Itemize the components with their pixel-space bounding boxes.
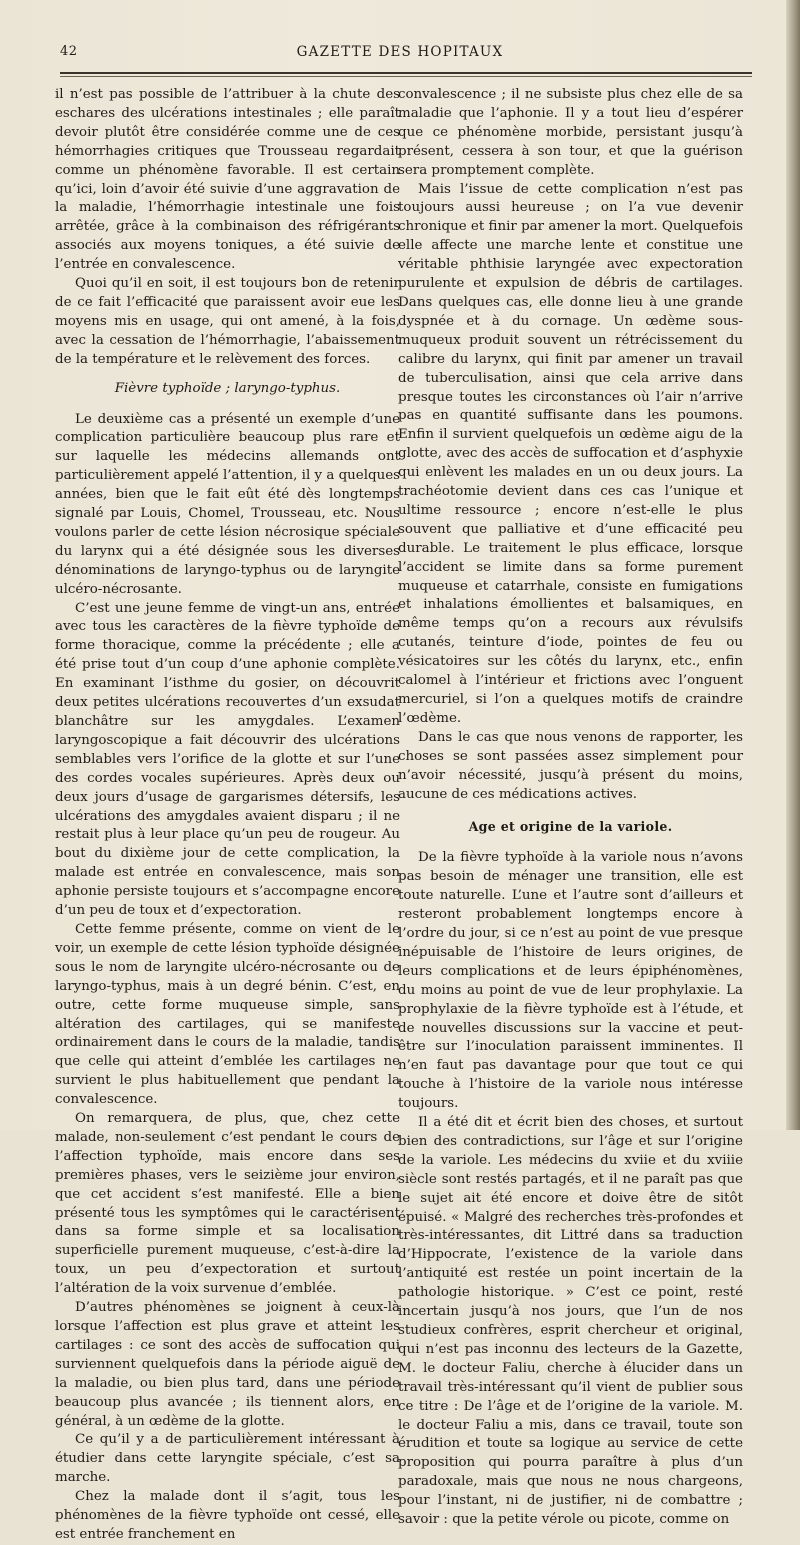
right-column: [398, 86, 743, 1530]
paragraph: On remarquera, de plus, que, chez cette malade, non-seulement c’est pendant le cours de l’affection typhoïde, mais encore dans ses premières phases, vers le seizième jour environ, que cet accident s’est manifesté. Elle a bien présenté tous les symptômes qui le caractérisent dans sa forme simple et sa localisation superficielle purement muqueuse, c’est-à-dire la toux, un peu d’expectoration et surtout l’altération de la voix survenue d’emblée.: [55, 1111, 400, 1297]
paragraph: C’est une jeune femme de vingt-un ans, entrée avec tous les caractères de la fièvre typhoïde de forme thoracique, comme la précédente ; elle a été prise tout d’un coup d’une aphonie complète. En examinant l’isthme du gosier, on découvrit deux petites ulcérations recouvertes d’un exsudat blanchâtre sur les amygdales. L’examen laryngoscopique a fait découvrir des ulcérations semblables vers l’orifice de la glotte et sur l’une des cordes vocales supérieures. Après deux ou deux jours d’usage de gargarismes détersifs, les ulcérations des amygdales avaient disparu ; il ne restait plus à leur place qu’un peu de rougeur. Au bout du dixième jour de cette complication, la malade est entrée en convalescence, mais son aphonie persiste toujours et s’accompagne encore d’un peu de toux et d’expectoration.: [55, 600, 400, 919]
paragraph: Ce qu’il y a de particulièrement intéressant à étudier dans cette laryngite spéciale, c’est sa marche.: [55, 1432, 400, 1486]
page-edge-shadow: [786, 0, 800, 1130]
paragraph: D’autres phénomènes se joignent à ceux-là lorsque l’affection est plus grave et atteint les cartilages : ce sont des accès de suffocation qui surviennent quelquefois dans la période aiguë de la maladie, ou bien plus tard, dans une période beaucoup plus avancée ; ils tiennent alors, en général, à un œdème de la glotte.: [55, 1300, 400, 1429]
paragraph: Dans le cas que nous venons de rapporter, les choses se sont passées assez simplement pour n’avoir nécessité, jusqu’à présent du moins, aucune de ces médications actives.: [398, 729, 743, 802]
page-header: [0, 44, 800, 68]
paragraph: Mais l’issue de cette complication n’est pas toujours aussi heureuse ; on l’a vue devenir chronique et finir par amener la mort. Quelquefois elle affecte une marche lente et constitue une véritable phthisie laryngée avec expectoration purulente et expulsion de débris de cartilages. Dans quelques cas, elle donne lieu à une grande dyspnée et à du cornage. Un œdème sous-muqueux produit souvent un rétrécissement du calibre du larynx, qui finit par amener un travail de tuberculisation, ainsi que cela arrive dans presque toutes les circonstances où l’air n’arrive pas en quantité suffisante dans les poumons. Enfin il survient quelquefois un œdème aigu de la glotte, avec des accès de suffocation et d’asphyxie qui enlèvent les malades en un ou deux jours. La trachéotomie devient dans ces cas l’unique et ultime ressource ; encore n’est-elle le plus souvent que palliative et d’une efficacité peu durable. Le traitement le plus efficace, lorsque l’accident se limite dans sa forme purement muqueuse et catarrhale, consiste en fumigations et inhalations émollientes et balsamiques, en même temps qu’on a recours aux révulsifs cutanés, teinture d’iode, pointes de feu ou vésicatoires sur les côtés du larynx, etc., enfin calomel à l’intérieur et frictions avec l’onguent mercuriel, si l’on a quelques motifs de craindre l’œdème.: [398, 181, 743, 726]
section-title: Fièvre typhoïde ; laryngo-typhus.: [114, 380, 341, 396]
paragraph: Le deuxième cas a présenté un exemple d’une complication particulière beaucoup plus rare et sur laquelle les médecins allemands ont particulièrement appelé l’attention, il y a quelques années, bien que le fait eût été dès longtemps signalé par Louis, Chomel, Trousseau, etc. Nous voulons parler de cette lésion nécrosique spéciale du larynx qui a été désignée sous les diverses dénominations de laryngo-typhus ou de laryngite ulcéro-nécrosante.: [55, 411, 400, 597]
left-column: [55, 86, 400, 1545]
paragraph: Quoi qu’il en soit, il est toujours bon de retenir de ce fait l’efficacité que paraissent avoir eue les moyens mis en usage, qui ont amené, à la fois, avec la cessation de l’hémorrhagie, l’abaissement de la température et le relèvement des forces.: [55, 276, 400, 367]
section-title: Age et origine de la variole.: [468, 819, 673, 835]
paragraph: Il a été dit et écrit bien des choses, et surtout bien des contradictions, sur l’âge et sur l’origine de la variole. Les médecins du xviie et du xviiie siècle sont restés partagés, et il ne paraît pas que le sujet ait été encore et doive être de sitôt épuisé. « Malgré des recherches très-profondes et très-intéressantes, dit Littré dans sa traduction d’Hippocrate, l’existence de la variole dans l’antiquité est restée un point incertain de la pathologie historique. » C’est ce point, resté incertain jusqu’à nos jours, que l’un de nos studieux confrères, esprit chercheur et original, qui n’est pas inconnu des lecteurs de la Gazette, M. le docteur Faliu, cherche à élucider dans un travail très-intéressant qu’il vient de publier sous ce titre : De l’âge et de l’origine de la variole. M. le docteur Faliu a mis, dans ce travail, toute son érudition et toute sa logique au service de cette proposition qui pourra paraître à plus d’un paradoxale, mais que nous ne nous chargeons, pour l’instant, ni de justifier, ni de combattre ; savoir : que la petite vérole ou picote, comme on: [398, 1115, 743, 1528]
paragraph: il n’est pas possible de l’attribuer à la chute des eschares des ulcérations intestinales ; elle paraît devoir plutôt être considérée comme une de ces hémorrhagies critiques que Trousseau regardait comme un phénomène favorable. Il est certain qu’ici, loin d’avoir été suivie d’une aggravation de la maladie, l’hémorrhagie intestinale une fois arrêtée, grâce à la combinaison des réfrigérants associés aux moyens toniques, a été suivie de l’entrée en convalescence.: [55, 87, 400, 273]
journal-title: GAZETTE DES HOPITAUX: [296, 44, 504, 60]
paragraph: Chez la malade dont il s’agit, tous les phénomènes de la fièvre typhoïde ont cessé, elle est entrée franchement en: [55, 1489, 400, 1542]
paragraph: De la fièvre typhoïde à la variole nous n’avons pas besoin de ménager une transition, elle est toute naturelle. L’une et l’autre sont d’ailleurs et resteront probablement longtemps encore à l’ordre du jour, si ce n’est au point de vue presque inépuisable de l’histoire de leurs origines, de leurs complications et de leurs épiphénomènes, du moins au point de vue de leur prophylaxie. La prophylaxie de la fièvre typhoïde est à l’étude, et de nouvelles discussions sur la vaccine et peut-être sur l’inoculation paraissent imminentes. Il n’en faut pas davantage pour que tout ce qui touche à l’histoire de la variole nous intéresse toujours.: [398, 850, 743, 1112]
paragraph: convalescence ; il ne subsiste plus chez elle de sa maladie que l’aphonie. Il y a tout lieu d’espérer que ce phénomène morbide, persistant jusqu’à présent, cessera à son tour, et que la guérison sera promptement complète.: [398, 87, 743, 178]
paragraph: Cette femme présente, comme on vient de le voir, un exemple de cette lésion typhoïde désignée sous le nom de laryngite ulcéro-nécrosante ou de laryngo-typhus, mais à un degré bénin. C’est, en outre, cette forme muqueuse simple, sans altération des cartilages, qui se manifeste ordinairement dans le cours de la maladie, tandis que celle qui atteint d’emblée les cartilages ne survient le plus habituellement que pendant la convalescence.: [55, 921, 400, 1108]
header-rule: [60, 72, 752, 77]
page-number: 42: [60, 44, 78, 59]
